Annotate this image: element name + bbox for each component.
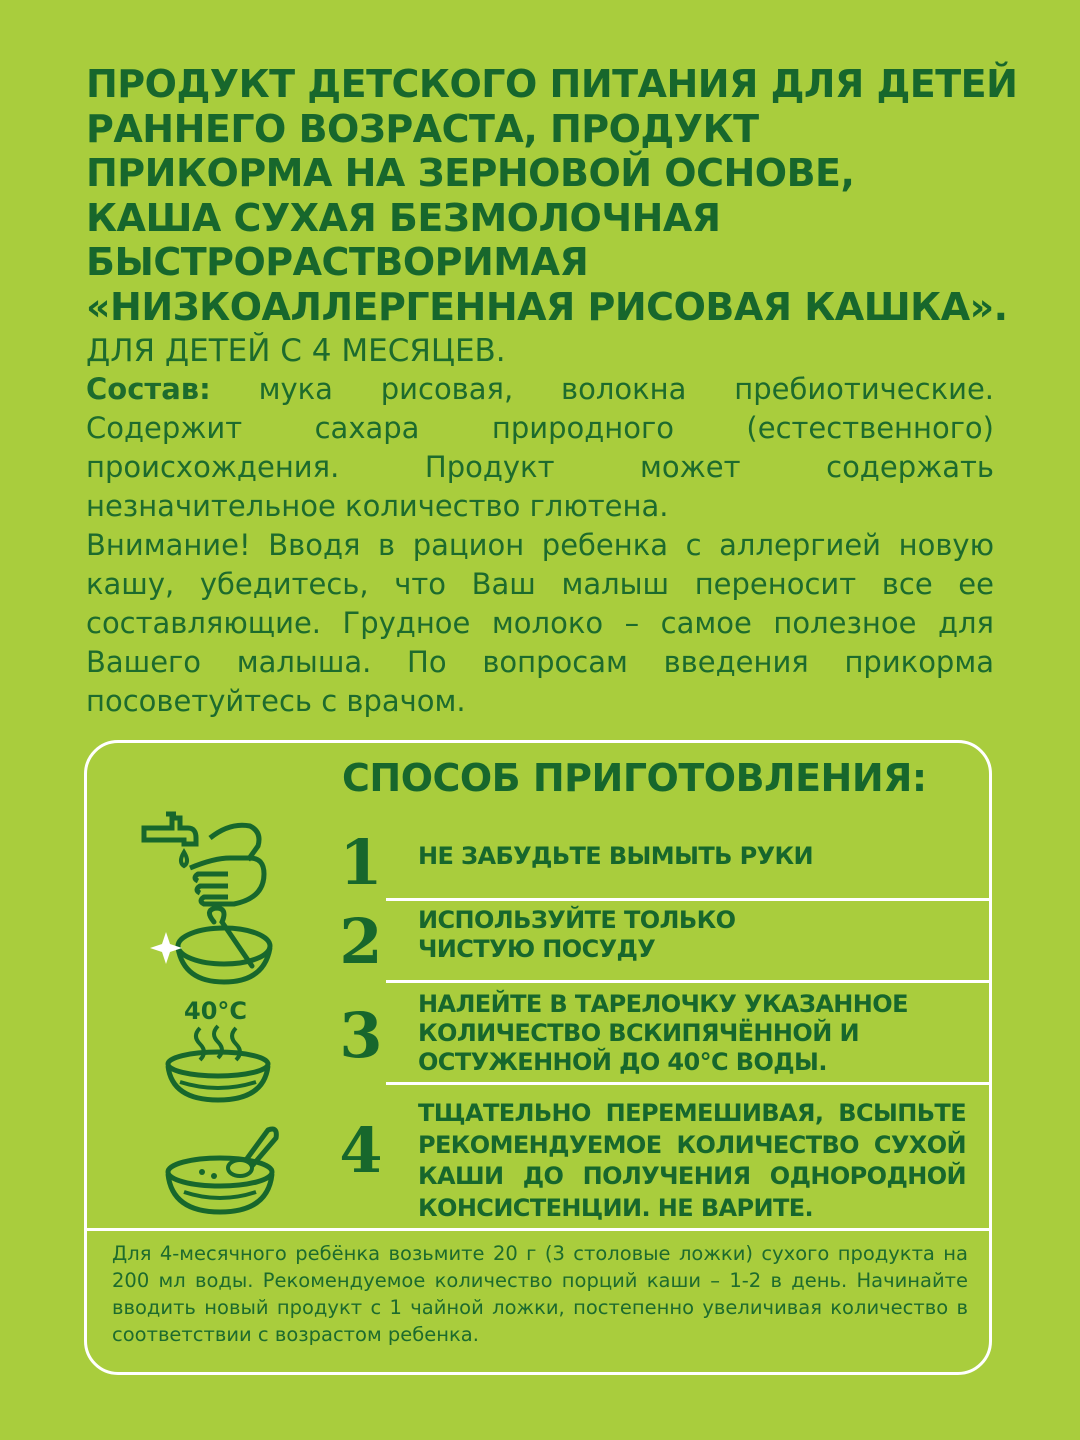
warm-water-bowl-icon xyxy=(160,1024,280,1104)
step-text-line: КОЛИЧЕСТВО ВСКИПЯЧЁННОЙ И xyxy=(418,1019,859,1047)
stirring-bowl-icon xyxy=(162,1120,282,1220)
step-text-line: НАЛЕЙТЕ В ТАРЕЛОЧКУ УКАЗАННОЕ xyxy=(418,990,908,1018)
composition-label: Состав: xyxy=(86,372,211,406)
clean-dish-icon xyxy=(148,906,278,994)
step-number: 2 xyxy=(339,905,383,978)
step-text xyxy=(418,906,735,964)
title-line: РАННЕГО ВОЗРАСТА, ПРОДУКТ xyxy=(86,106,759,151)
step-text xyxy=(418,990,908,1077)
step-divider xyxy=(386,898,992,901)
title-line: ПРОДУКТ ДЕТСКОГО ПИТАНИЯ ДЛЯ ДЕТЕЙ xyxy=(86,62,1018,106)
composition-text: мука рисовая, волокна пребиотические. Содержит сахара природного (естественного) происхождения. Продукт может содержать незначительное количество глютена. xyxy=(86,372,995,523)
temperature-label: 40°С xyxy=(184,997,248,1025)
step-text-line: ЧИСТУЮ ПОСУДУ xyxy=(418,935,656,963)
composition-paragraph xyxy=(86,370,994,526)
warning-paragraph: Внимание! Вводя в рацион ребенка с аллергией новую кашу, убедитесь, что Ваш малыш переносит все ее составляющие. Грудное молоко – самое полезное для Вашего малыша. По вопросам введения прикорма посоветуйтесь с врачом. xyxy=(86,528,994,718)
preparation-title: СПОСОБ ПРИГОТОВЛЕНИЯ: xyxy=(342,756,927,800)
step-divider xyxy=(84,1228,992,1231)
step-text: НЕ ЗАБУДЬТЕ ВЫМЫТЬ РУКИ xyxy=(418,842,813,870)
step-text-line: ОСТУЖЕННОЙ ДО 40°С ВОДЫ. xyxy=(418,1048,827,1076)
step-number: 1 xyxy=(339,826,383,899)
title-line: «НИЗКОАЛЛЕРГЕННАЯ РИСОВАЯ КАШКА». xyxy=(86,284,1008,329)
wash-hands-icon xyxy=(138,808,268,908)
step-divider xyxy=(386,980,992,983)
dosage-note: Для 4-месячного ребёнка возьмите 20 г (3 столовые ложки) сухого продукта на 200 мл воды. Рекомендуемое количество порций каши – 1-2 в день. Начинайте вводить новый продукт с 1 чайной ложки, постепенно увеличивая количество в соответствии с возрастом ребенка. xyxy=(112,1242,968,1346)
step-divider xyxy=(386,1082,992,1085)
description xyxy=(86,370,994,721)
title-line: ПРИКОРМА НА ЗЕРНОВОЙ ОСНОВЕ, xyxy=(86,151,855,195)
product-title xyxy=(86,62,1026,329)
step-number: 3 xyxy=(339,999,383,1072)
step-text: ТЩАТЕЛЬНО ПЕРЕМЕШИВАЯ, ВСЫПЬТЕ РЕКОМЕНДУЕМОЕ КОЛИЧЕСТВО СУХОЙ КАШИ ДО ПОЛУЧЕНИЯ ОДНОРОДНОЙ КОНСИСТЕНЦИИ. НЕ ВАРИТЕ. xyxy=(418,1099,966,1222)
title-line: КАША СУХАЯ БЕЗМОЛОЧНАЯ xyxy=(86,195,721,240)
age-recommendation: ДЛЯ ДЕТЕЙ С 4 МЕСЯЦЕВ. xyxy=(86,333,506,369)
step-number: 4 xyxy=(339,1114,383,1187)
step-text-line: ИСПОЛЬЗУЙТЕ ТОЛЬКО xyxy=(418,906,736,934)
title-line: БЫСТРОРАСТВОРИМАЯ xyxy=(86,240,589,284)
